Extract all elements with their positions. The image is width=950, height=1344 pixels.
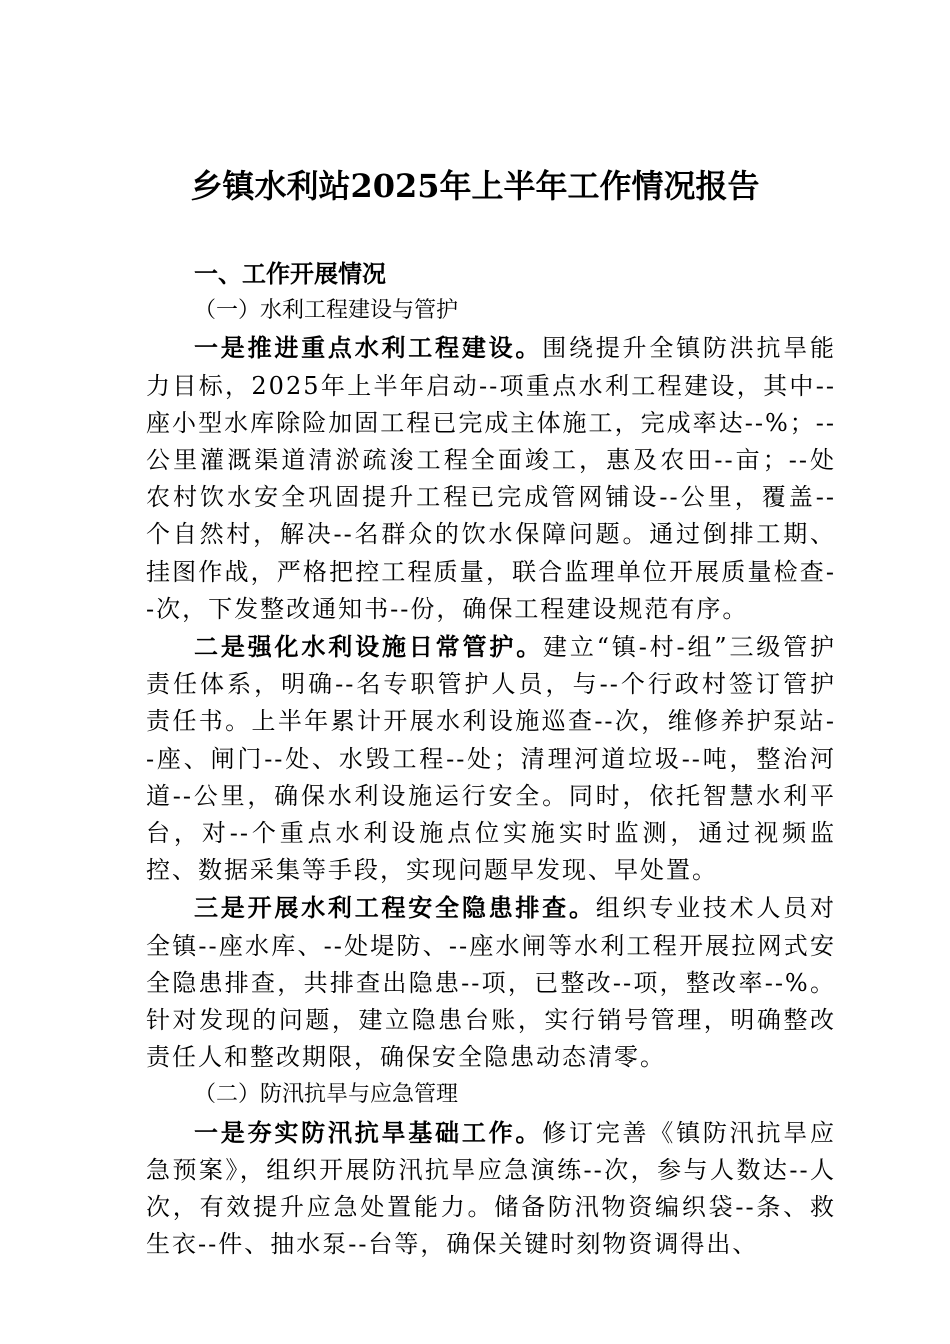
section-heading: 一、工作开展情况 bbox=[194, 259, 386, 288]
subsection-heading: （一）水利工程建设与管护 bbox=[194, 298, 459, 324]
paragraph-lead: 一是推进重点水利工程建设。 bbox=[194, 333, 543, 363]
paragraph-lead: 三是开展水利工程安全隐患排查。 bbox=[194, 893, 596, 923]
paragraph-text: 建立“镇-村-组”三级管护责任体系，明确--名专职管护人员，与--个行政村签订管护责任书。上半年累计开展水利设施巡查--次，维修养护泵站--座、闸门--处、水毁工程--处；清理河道垃圾--吨，整治河道--公里，确保水利设施运行安全。同时，依托智慧水利平台，对--个重点水利设施点位实施实时监测，通过视频监控、数据采集等手段，实现问题早发现、早处置。 bbox=[146, 633, 836, 885]
paragraph-text: 围绕提升全镇防洪抗旱能力目标，2025年上半年启动--项重点水利工程建设，其中--座小型水库除险加固工程已完成主体施工，完成率达--%；--公里灌溉渠道清淤疏浚工程全面竣工，惠及农田--亩；--处农村饮水安全巩固提升工程已完成管网铺设--公里，覆盖--个自然村，解决--名群众的饮水保障问题。通过倒排工期、挂图作战，严格把控工程质量，联合监理单位开展质量检查--次，下发整改通知书--份，确保工程建设规范有序。 bbox=[146, 334, 837, 623]
paragraph-text: 修订完善《镇防汛抗旱应急预案》，组织开展防汛抗旱应急演练--次，参与人数达--人次，有效提升应急处置能力。储备防汛物资编织袋--条、救生衣--件、抽水泵--台等，确保关键时刻物资调得出、 bbox=[146, 1118, 837, 1259]
paragraph bbox=[146, 889, 836, 1076]
paragraph bbox=[146, 1114, 836, 1264]
page-title: 乡镇水利站2025年上半年工作情况报告 bbox=[190, 167, 760, 205]
paragraph-lead: 一是夯实防汛抗旱基础工作。 bbox=[194, 1117, 543, 1147]
paragraph-text: 组织专业技术人员对全镇--座水库、--处堤防、--座水闸等水利工程开展拉网式安全隐患排查，共排查出隐患--项，已整改--项，整改率--%。针对发现的问题，建立隐患台账，实行销号管理，明确整改责任人和整改期限，确保安全隐患动态清零。 bbox=[146, 894, 837, 1072]
paragraph bbox=[146, 329, 836, 628]
paragraph bbox=[146, 628, 836, 889]
subsection-heading: （二）防汛抗旱与应急管理 bbox=[194, 1082, 459, 1108]
document-body bbox=[146, 255, 836, 1263]
paragraph-lead: 二是强化水利设施日常管护。 bbox=[194, 632, 544, 662]
